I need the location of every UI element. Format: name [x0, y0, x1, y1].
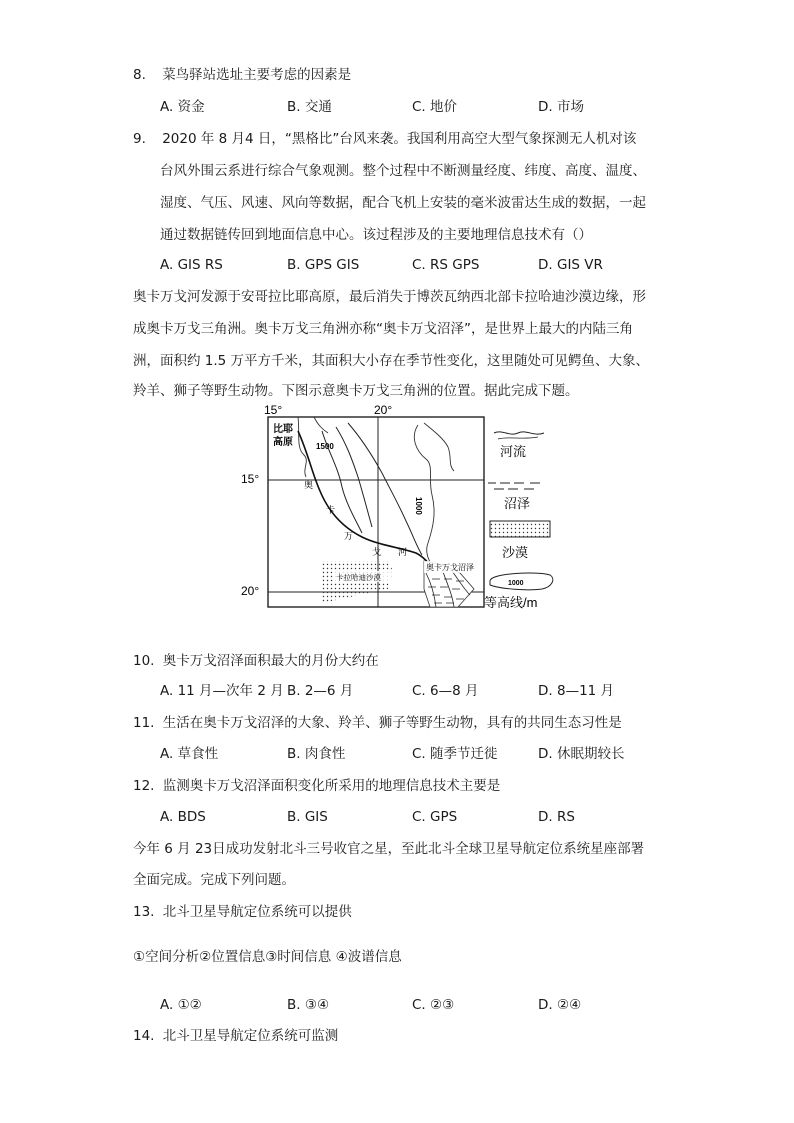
legend-contour-value: 1000 — [508, 580, 524, 587]
passage-line: 全面完成。完成下列问题。 — [133, 872, 295, 888]
option-a: A. 11 月—次年 2 月 — [160, 683, 284, 699]
question-10 — [133, 652, 379, 670]
lat-label-20: 20° — [241, 584, 260, 598]
question-9 — [133, 130, 636, 148]
option-d: D. 休眠期较长 — [538, 746, 625, 762]
option-b: B. 2—6 月 — [287, 683, 354, 699]
option-c: C. RS GPS — [412, 257, 480, 273]
question-8 — [133, 66, 351, 84]
question-13-items: ①空间分析②位置信息③时间信息 ④波谱信息 — [133, 949, 402, 965]
option-a: A. 资金 — [160, 99, 205, 115]
option-a: A. 草食性 — [160, 746, 219, 762]
river-char: 戈 — [372, 547, 382, 557]
question-number: 11. — [133, 715, 155, 731]
question-number: 9. — [133, 131, 146, 147]
question-number: 14. — [133, 1028, 155, 1044]
option-c: C. 6—8 月 — [412, 683, 479, 699]
option-d: D. 8—11 月 — [538, 683, 615, 699]
legend-river-label: 河流 — [500, 444, 527, 459]
legend-swamp-symbol — [488, 483, 540, 489]
passage-line: 羚羊、狮子等野生动物。下图示意奥卡万戈三角洲的位置。据此完成下题。 — [133, 383, 579, 399]
option-d: D. GIS VR — [538, 257, 603, 273]
tributary-river — [336, 427, 372, 527]
option-d: D. ②④ — [538, 997, 582, 1013]
legend-swamp-label: 沼泽 — [504, 496, 531, 511]
option-a: A. BDS — [160, 809, 206, 825]
option-b: B. GIS — [287, 809, 328, 825]
option-d: D. 市场 — [538, 99, 584, 115]
question-number: 8. — [133, 67, 146, 83]
plateau-label: 比耶 — [273, 424, 293, 435]
option-b: B. 交通 — [287, 99, 332, 115]
option-d: D. RS — [538, 809, 575, 825]
legend-desert-label: 沙漠 — [502, 545, 529, 560]
passage-line: 成奥卡万戈三角洲。奥卡万戈三角洲亦称“奥卡万戈沼泽”，是世界上最大的内陆三角 — [133, 321, 633, 337]
river-char: 河 — [398, 547, 408, 557]
question-stem-line: 台风外围云系进行综合气象观测。整个过程中不断测量经度、纬度、高度、温度、 — [160, 163, 646, 179]
question-stem: 生活在奥卡万戈沼泽的大象、羚羊、狮子等野生动物，具有的共同生态习性是 — [162, 715, 622, 731]
lon-label-20: 20° — [374, 403, 393, 417]
question-14 — [133, 1027, 338, 1045]
tributary-river — [322, 431, 362, 533]
passage-line: 今年 6 月 23日成功发射北斗三号收官之星，至此北斗全球卫星导航定位系统星座部署 — [133, 841, 645, 857]
legend-contour-label: 等高线/m — [484, 595, 538, 610]
question-stem-line: 通过数据链传回到地面信息中心。该过程涉及的主要地理信息技术有（） — [160, 227, 592, 243]
option-c: C. 地价 — [412, 99, 458, 115]
option-c: C. 随季节迁徙 — [412, 746, 498, 762]
question-12 — [133, 777, 500, 795]
passage-line: 奥卡万戈河发源于安哥拉比耶高原，最后消失于博茨瓦纳西北部卡拉哈迪沙漠边缘，形 — [133, 289, 646, 305]
question-11 — [133, 714, 622, 732]
option-b: B. 肉食性 — [287, 746, 346, 762]
question-13 — [133, 903, 352, 921]
option-b: B. ③④ — [287, 997, 330, 1013]
contour-1000-ne — [424, 423, 454, 471]
question-stem: 菜鸟驿站选址主要考虑的因素是 — [162, 67, 352, 83]
legend-desert-symbol — [490, 521, 550, 537]
question-stem-line: 2020 年 8 月4 日，“黑格比”台风来袭。我国利用高空大型气象探测无人机对该 — [162, 131, 637, 147]
option-c: C. GPS — [412, 809, 458, 825]
option-a: A. GIS RS — [160, 257, 223, 273]
question-stem: 奥卡万戈沼泽面积最大的月份大约在 — [162, 653, 379, 669]
desert-label: 卡拉哈迪沙漠 — [336, 573, 381, 582]
delta-label: 奥卡万戈沼泽 — [426, 563, 474, 572]
lon-label-15: 15° — [264, 403, 283, 417]
question-number: 13. — [133, 904, 155, 920]
option-a: A. ①② — [160, 997, 202, 1013]
okavango-map — [238, 403, 568, 611]
contour-1500-label: 1500 — [316, 442, 334, 451]
option-b: B. GPS GIS — [287, 257, 360, 273]
question-number: 12. — [133, 778, 155, 794]
river-char: 奥 — [304, 480, 314, 490]
question-stem: 北斗卫星导航定位系统可以提供 — [162, 904, 352, 920]
option-c: C. ②③ — [412, 997, 455, 1013]
question-stem: 北斗卫星导航定位系统可监测 — [162, 1028, 339, 1044]
plateau-label-2: 高原 — [273, 437, 293, 448]
passage-line: 洲，面积约 1.5 万平方千米，其面积大小存在季节性变化，这里随处可见鳄鱼、大象、 — [133, 353, 650, 369]
legend-river-symbol — [494, 432, 544, 434]
contour-1000-label: 1000 — [414, 497, 423, 515]
legend-river-symbol-2 — [498, 437, 538, 439]
question-number: 10. — [133, 653, 155, 669]
question-stem: 监测奥卡万戈沼泽面积变化所采用的地理信息技术主要是 — [162, 778, 501, 794]
river-char: 卡 — [326, 505, 336, 515]
question-stem-line: 湿度、气压、风速、风向等数据，配合飞机上安装的毫米波雷达生成的数据，一起 — [160, 195, 646, 211]
river-char: 万 — [344, 531, 354, 541]
lat-label-15: 15° — [241, 472, 260, 486]
contour-1500-upper — [314, 417, 328, 433]
